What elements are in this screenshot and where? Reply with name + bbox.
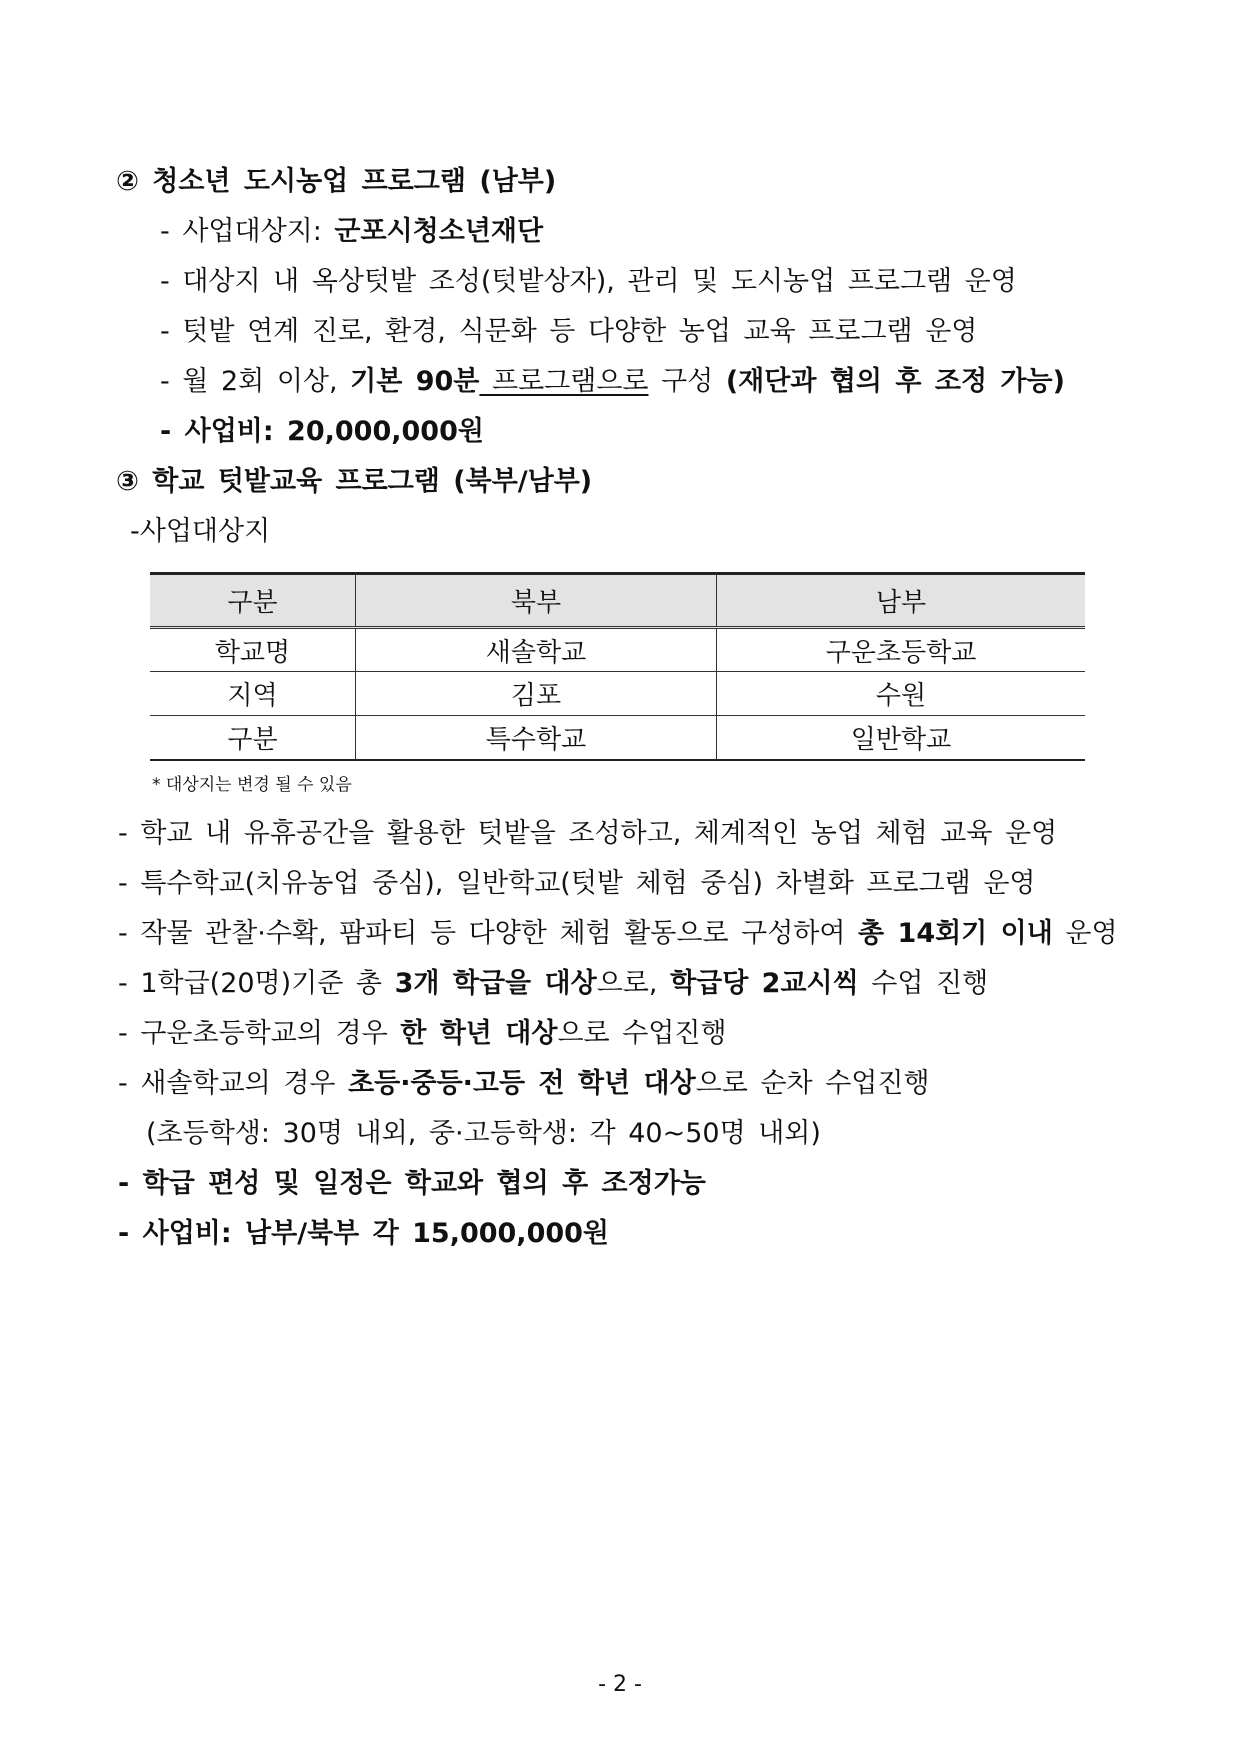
section2-target-label: - 사업대상지: bbox=[160, 216, 335, 247]
table-cell: 구분 bbox=[150, 716, 356, 760]
bullet3-bold: 총 14회기 이내 bbox=[858, 918, 1053, 949]
section3-bullet-7: - 학급 편성 및 일정은 학교와 협의 후 조정가능 bbox=[118, 1168, 706, 1199]
table-header-row bbox=[150, 574, 1085, 628]
bullet5-bold: 한 학년 대상 bbox=[400, 1018, 558, 1049]
item3-text: - 월 2회 이상, bbox=[160, 366, 351, 397]
table-cell: 특수학교 bbox=[356, 716, 717, 760]
item3-underline: 프로그램으로 bbox=[479, 366, 649, 397]
table-cell: 지역 bbox=[150, 672, 356, 716]
bullet4-text-3: 수업 진행 bbox=[858, 968, 989, 999]
bullet6-text: - 새솔학교의 경우 bbox=[118, 1068, 349, 1099]
table-row bbox=[150, 672, 1085, 716]
section3-title: ③ 학교 텃밭교육 프로그램 (북부/남부) bbox=[116, 466, 593, 497]
section3-bullet-5 bbox=[118, 1016, 727, 1052]
section3-bullet-6-sub: (초등학생: 30명 내외, 중·고등학생: 각 40~50명 내외) bbox=[146, 1118, 821, 1149]
section2-title: ② 청소년 도시농업 프로그램 (남부) bbox=[116, 166, 557, 197]
bullet4-bold: 3개 학급을 대상 bbox=[394, 968, 597, 999]
table-cell: 새솔학교 bbox=[356, 628, 717, 672]
bullet4-bold-2: 학급당 2교시씩 bbox=[670, 968, 859, 999]
table-row bbox=[150, 628, 1085, 672]
section3-target-label: -사업대상지 bbox=[130, 516, 271, 547]
section3-budget: - 사업비: 남부/북부 각 15,000,000원 bbox=[118, 1218, 610, 1249]
section2-item-3 bbox=[160, 364, 1065, 400]
item3-text-2: 구성 bbox=[648, 366, 726, 397]
section3-bullet-2: - 특수학교(치유농업 중심), 일반학교(텃밭 체험 중심) 차별화 프로그램 운영 bbox=[118, 868, 1036, 899]
table-cell: 학교명 bbox=[150, 628, 356, 672]
table-cell: 김포 bbox=[356, 672, 717, 716]
target-sites-table bbox=[150, 572, 1085, 761]
bullet4-text-2: 으로, bbox=[596, 968, 671, 999]
section2-budget: - 사업비: 20,000,000원 bbox=[160, 416, 484, 447]
section3-bullet-3 bbox=[118, 916, 1118, 952]
bullet4-text: - 1학급(20명)기준 총 bbox=[118, 968, 395, 999]
table-header-cell: 구분 bbox=[150, 574, 356, 628]
page-number: - 2 - bbox=[598, 1672, 642, 1697]
section3-bullet-4 bbox=[118, 966, 988, 1002]
table-note: * 대상지는 변경 될 수 있음 bbox=[152, 775, 352, 795]
table-header-cell: 남부 bbox=[717, 574, 1086, 628]
bullet3-text: - 작물 관찰·수확, 팜파티 등 다양한 체험 활동으로 구성하여 bbox=[118, 918, 859, 949]
section3-bullet-6 bbox=[118, 1066, 930, 1102]
table-row bbox=[150, 716, 1085, 760]
bullet3-text-2: 운영 bbox=[1052, 918, 1118, 949]
section2-target-value: 군포시청소년재단 bbox=[334, 216, 544, 247]
item3-bold-duration: 기본 90분 bbox=[350, 366, 480, 397]
table-cell: 일반학교 bbox=[717, 716, 1086, 760]
item3-bold-note: (재단과 협의 후 조정 가능) bbox=[725, 366, 1065, 397]
bullet6-bold: 초등·중등·고등 전 학년 대상 bbox=[348, 1068, 696, 1099]
section2-item-2: - 텃밭 연계 진로, 환경, 식문화 등 다양한 농업 교육 프로그램 운영 bbox=[160, 316, 978, 347]
section3-bullet-1: - 학교 내 유휴공간을 활용한 텃밭을 조성하고, 체계적인 농업 체험 교육 운영 bbox=[118, 818, 1058, 849]
section2-item-1: - 대상지 내 옥상텃밭 조성(텃밭상자), 관리 및 도시농업 프로그램 운영 bbox=[160, 266, 1017, 297]
table-cell: 구운초등학교 bbox=[717, 628, 1086, 672]
section2-target bbox=[160, 214, 543, 250]
bullet6-text-2: 으로 순차 수업진행 bbox=[695, 1068, 930, 1099]
bullet5-text: - 구운초등학교의 경우 bbox=[118, 1018, 401, 1049]
table-header-cell: 북부 bbox=[356, 574, 717, 628]
table-cell: 수원 bbox=[717, 672, 1086, 716]
bullet5-text-2: 으로 수업진행 bbox=[557, 1018, 727, 1049]
